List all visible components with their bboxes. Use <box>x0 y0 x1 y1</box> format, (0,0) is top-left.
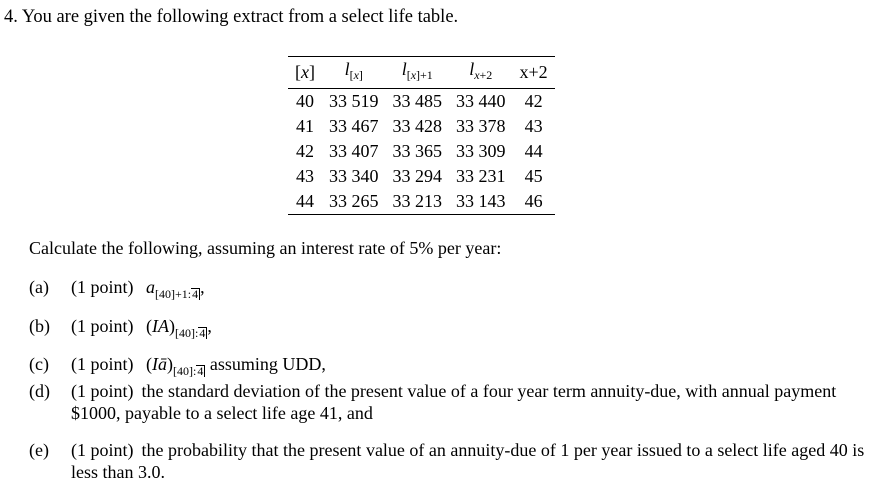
part-points: (1 point) <box>71 277 134 297</box>
table-cell: 33 467 <box>329 116 379 136</box>
question-heading <box>4 7 458 28</box>
table-cell: 45 <box>524 166 543 186</box>
part-points: (1 point) <box>71 381 134 401</box>
table-cell: 33 428 <box>392 116 442 136</box>
table-cell: 43 <box>296 166 314 186</box>
table-cell: 33 294 <box>392 166 442 186</box>
table-row <box>288 89 555 115</box>
header-l-ultimate: $l_{x+2}$ <box>449 57 513 89</box>
header-x-plus-2: x+2 <box>513 57 555 89</box>
table-row <box>288 139 555 164</box>
part-d <box>29 380 885 424</box>
table-cell: 33 519 <box>329 91 379 111</box>
table-cell: 42 <box>524 91 543 111</box>
table-row <box>288 114 555 139</box>
part-formula: $(Iā)_{[40]:4}$ assuming UDD, <box>146 354 326 378</box>
table-cell: 33 365 <box>392 141 442 161</box>
table-row <box>288 164 555 189</box>
part-formula: $(IA)_{[40]:4}$ , <box>146 316 212 340</box>
part-b <box>29 315 885 344</box>
select-life-table <box>288 56 555 215</box>
table-cell: 44 <box>288 189 322 215</box>
question-text: You are given the following extract from a select life table. <box>21 7 459 27</box>
table-cell: 43 <box>524 116 543 136</box>
table-cell: 33 143 <box>449 189 513 215</box>
table-cell: 33 213 <box>386 189 450 215</box>
table-cell: 33 309 <box>456 141 506 161</box>
header-l-select-plus-1: $l_{[x]+1}$ <box>386 57 450 89</box>
part-label: (e) <box>29 440 49 460</box>
question-number: 4. <box>4 7 18 27</box>
table-cell: 33 485 <box>392 91 442 111</box>
header-l-select: $l_{[x]}$ <box>322 57 386 89</box>
part-a <box>29 276 885 305</box>
table-header-row <box>288 57 555 89</box>
table-cell: 33 265 <box>322 189 386 215</box>
instruction-text: Calculate the following, assuming an interest rate of 5% per year: <box>29 238 502 258</box>
part-c <box>29 353 885 382</box>
header-age: [x] <box>288 57 322 89</box>
table-cell: 40 <box>296 91 314 111</box>
part-points: (1 point) <box>71 440 134 460</box>
table-cell: 44 <box>524 141 543 161</box>
part-label: (d) <box>29 381 50 401</box>
part-text: the standard deviation of the present value of a four year term annuity-due, with annual payment $1000, payable to a select life age 41, and <box>71 381 837 423</box>
table-cell: 42 <box>296 141 314 161</box>
part-points: (1 point) <box>71 354 134 374</box>
part-text: the probability that the present value of an annuity-due of 1 per year issued to a select life aged 40 is less than 3.0. <box>71 440 865 482</box>
table-cell: 33 378 <box>456 116 506 136</box>
part-e <box>29 439 885 483</box>
part-label: (a) <box>29 277 49 297</box>
table-cell: 33 340 <box>329 166 379 186</box>
table-row <box>288 189 555 215</box>
part-label: (c) <box>29 354 49 374</box>
part-points: (1 point) <box>71 316 134 336</box>
part-formula: $a_{[40]+1:4}$ , <box>146 277 205 301</box>
table-cell: 33 231 <box>456 166 506 186</box>
table-cell: 41 <box>296 116 314 136</box>
part-label: (b) <box>29 316 50 336</box>
table-cell: 33 440 <box>456 91 506 111</box>
table-cell: 46 <box>513 189 555 215</box>
table-cell: 33 407 <box>329 141 379 161</box>
